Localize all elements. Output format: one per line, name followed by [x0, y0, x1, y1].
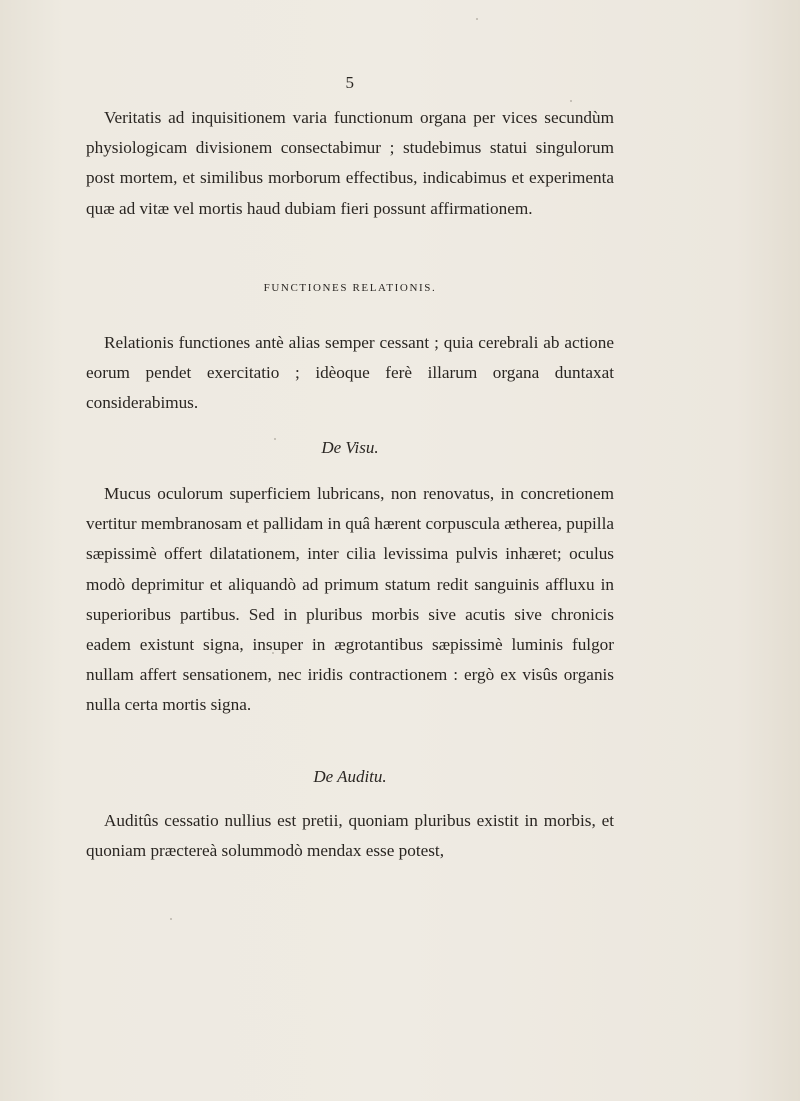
paragraph-intro-text: Veritatis ad inquisitionem varia functionum organa per vices secundùm physiologicam divisionem consectabimur ; studebimus statui singulorum post mortem, et similibus morborum effectibus, indicabimus et experimenta quæ ad vitæ vel mortis haud dubiam fieri possunt affirmationem. — [86, 108, 614, 218]
paper-speck — [570, 100, 572, 102]
paragraph-visu — [86, 479, 614, 721]
paper-speck — [272, 652, 274, 654]
section-heading-de-visu: De Visu. — [321, 438, 379, 457]
section-heading-de-auditu: De Auditu. — [313, 767, 387, 786]
paragraph-intro — [86, 103, 614, 224]
section-heading-functiones-relationis: FUNCTIONES RELATIONIS. — [263, 282, 437, 294]
paper-speck — [274, 438, 276, 440]
paper-speck — [476, 18, 478, 20]
paragraph-auditu — [86, 806, 614, 866]
paper-speck — [170, 918, 172, 920]
paragraph-relationis — [86, 328, 614, 419]
paragraph-visu-text: Mucus oculorum superficiem lubricans, non renovatus, in concretionem vertitur membranosam et pallidam in quâ hærent corpuscula ætherea, pupilla sæpissimè offert dilatationem, inter cilia levissima pulvis inhæret; oculus modò deprimitur et aliquandò ad primum statum redit sanguinis affluxu in superioribus partibus. Sed in pluribus morbis sive acutis sive chronicis eadem existunt signa, insuper in ægrotantibus sæpissimè luminis fulgor nullam affert sensationem, nec iridis contractionem : ergò ex visûs organis nulla certa mortis signa. — [86, 484, 614, 715]
page-number: 5 — [345, 73, 355, 92]
paragraph-auditu-text: Auditûs cessatio nullius est pretii, quoniam pluribus existit in morbis, et quoniam præctereà solummodò mendax esse potest, — [86, 811, 614, 861]
paragraph-relationis-text: Relationis functiones antè alias semper cessant ; quia cerebrali ab actione eorum pendet exercitatio ; idèoque ferè illarum organa duntaxat considerabimus. — [86, 333, 614, 413]
